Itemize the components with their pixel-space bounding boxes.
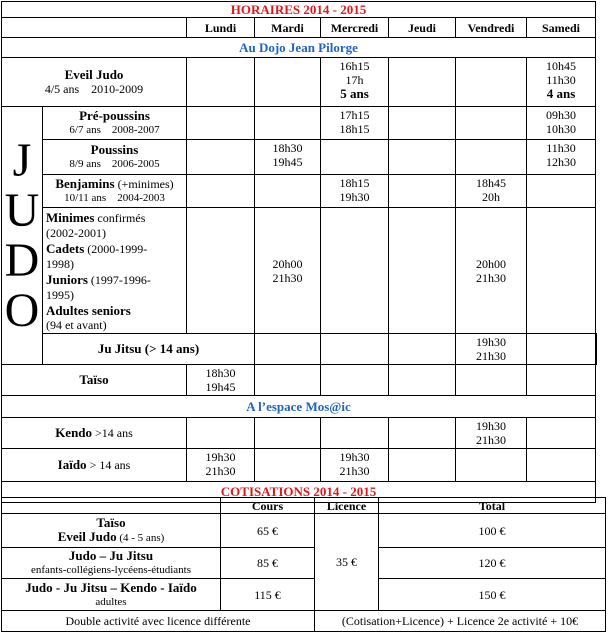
seniors-name: Adultes seniors	[46, 303, 131, 318]
cadets-name: Cadets	[46, 241, 85, 256]
cotis-corner	[2, 498, 221, 514]
cotis-price-2: 85 €	[221, 548, 315, 579]
row-eveil-label	[2, 58, 187, 107]
cotisations-title: COTISATIONS 2014 - 2015	[2, 482, 596, 503]
header-samedi: Samedi	[527, 18, 596, 38]
time: 10h45	[546, 59, 576, 73]
time: 17h	[345, 73, 364, 87]
taiso-mardi	[255, 365, 321, 396]
juniors-name: Juniors	[46, 272, 88, 287]
iaido-name: Iaïdo	[57, 457, 87, 472]
benjamins-mardi	[255, 175, 321, 208]
poussins-name: Poussins	[90, 142, 139, 157]
cotis-double-total: (Cotisation+Licence) + Licence 2e activité + 10€	[315, 611, 606, 632]
benjamins-mercredi	[321, 175, 389, 208]
time: 21h30	[272, 270, 303, 285]
cotis-total-3: 150 €	[379, 579, 606, 611]
iaido-vendredi	[456, 449, 527, 482]
section-mosaic: A l’espace Mos@ic	[2, 396, 596, 418]
row-iaido-label	[2, 449, 187, 482]
time: 11h30	[546, 73, 576, 87]
time: 21h30	[476, 349, 506, 363]
time: 21h30	[339, 464, 370, 478]
row-poussins-label	[43, 140, 187, 175]
time: 11h30	[546, 141, 576, 155]
prepoussins-years: 2008-2007	[111, 124, 160, 136]
prepoussins-vendredi	[456, 107, 527, 140]
poussins-jeudi	[389, 140, 456, 175]
adults-lundi	[187, 208, 255, 334]
row-taiso-label: Taïso	[2, 365, 187, 396]
cotis-price-3: 115 €	[221, 579, 315, 611]
iaido-jeudi	[389, 449, 456, 482]
benjamins-vendredi	[456, 175, 527, 208]
time: 19h30	[339, 190, 370, 204]
iaido-cond: > 14 ans	[86, 458, 131, 472]
cotis-row-all	[2, 579, 221, 611]
cotis-licence: 35 €	[315, 514, 379, 611]
kendo-mercredi	[321, 418, 389, 449]
jujitsu-lundi	[255, 334, 321, 365]
cotis-eveil: Eveil Judo	[57, 529, 117, 544]
benjamins-samedi	[527, 175, 596, 208]
time: 20h	[482, 190, 500, 204]
poussins-mardi	[255, 140, 321, 175]
eveil-samedi	[527, 58, 596, 107]
prepoussins-jeudi	[389, 107, 456, 140]
cotis-row-taiso-eveil	[2, 514, 221, 548]
time: 18h15	[339, 122, 370, 136]
time: 18h30	[272, 141, 303, 155]
poussins-vendredi	[456, 140, 527, 175]
minimes-name: Minimes	[46, 210, 95, 225]
cotis-total-2: 120 €	[379, 548, 606, 579]
time: 19h30	[476, 419, 506, 433]
row-benjamins-label	[43, 175, 187, 208]
eveil-lundi	[187, 58, 255, 107]
kendo-vendredi	[456, 418, 527, 449]
row-adults-label	[43, 208, 187, 334]
prepoussins-mardi	[255, 107, 321, 140]
time: 21h30	[476, 433, 506, 447]
schedule-table	[1, 1, 597, 503]
adults-mardi	[255, 208, 321, 334]
schedule-title: HORAIRES 2014 - 2015	[2, 2, 596, 18]
jujitsu-mercredi	[389, 334, 456, 365]
row-prepoussins-label	[43, 107, 187, 140]
benjamins-age: 10/11 ans	[64, 192, 107, 204]
jujitsu-vendredi	[527, 334, 596, 365]
time: 19h30	[339, 450, 370, 464]
cotis-header-total: Total	[379, 498, 606, 514]
prepoussins-age: 6/7 ans	[69, 124, 101, 136]
row-jujitsu-label: Ju Jitsu (> 14 ans)	[43, 334, 255, 365]
kendo-cond: >14 ans	[92, 426, 133, 440]
letter: U	[4, 183, 40, 237]
time: 16h15	[339, 59, 370, 73]
time: 09h30	[546, 108, 576, 122]
poussins-samedi	[527, 140, 596, 175]
cotisations-table	[1, 497, 606, 632]
cadets-years: (2000-1999-	[84, 242, 148, 256]
eveil-jeudi	[389, 58, 456, 107]
time: 10h30	[546, 122, 576, 136]
header-lundi: Lundi	[187, 18, 255, 38]
time: 19h30	[205, 450, 236, 464]
eveil-mercredi	[321, 58, 389, 107]
cotis-jj: Judo – Ju Jitsu	[68, 548, 154, 563]
iaido-mardi	[255, 449, 321, 482]
time: 17h15	[339, 108, 370, 122]
time: 20h00	[272, 256, 303, 271]
time: 12h30	[546, 155, 576, 169]
poussins-years: 2006-2005	[111, 158, 160, 170]
taiso-jeudi	[389, 365, 456, 396]
taiso-samedi	[527, 365, 596, 396]
cotis-row-judo-jujitsu	[2, 548, 221, 579]
benjamins-lundi	[187, 175, 255, 208]
header-mardi: Mardi	[255, 18, 321, 38]
poussins-age: 8/9 ans	[69, 158, 101, 170]
letter: J	[12, 133, 32, 187]
minimes-years: (2002-2001)	[46, 226, 106, 240]
jujitsu-samedi	[596, 334, 597, 365]
prepoussins-samedi	[527, 107, 596, 140]
eveil-age: 4/5 ans	[44, 82, 80, 96]
cotis-price-1: 65 €	[221, 514, 315, 548]
cadets-years-cont: 1998)	[46, 257, 74, 271]
judo-vertical-label	[2, 107, 43, 365]
eveil-mardi	[255, 58, 321, 107]
letter: O	[4, 283, 40, 337]
iaido-lundi	[187, 449, 255, 482]
juniors-years: (1997-1996-	[87, 273, 151, 287]
seniors-years: (94 et avant)	[46, 318, 107, 332]
minimes-note: confirmés	[94, 211, 146, 225]
iaido-samedi	[527, 449, 596, 482]
adults-samedi	[527, 208, 596, 334]
benjamins-years: 2004-2003	[117, 192, 165, 204]
jujitsu-jeudi	[456, 334, 527, 365]
benjamins-extra: (+minimes)	[117, 177, 174, 191]
taiso-vendredi	[456, 365, 527, 396]
prepoussins-mercredi	[321, 107, 389, 140]
time: 18h15	[339, 176, 370, 190]
section-dojo: Au Dojo Jean Pilorge	[2, 38, 596, 58]
time: 18h45	[476, 176, 506, 190]
cotis-total-1: 100 €	[379, 514, 606, 548]
taiso-mercredi	[321, 365, 389, 396]
cotis-eveil-age: (4 - 5 ans)	[116, 532, 165, 544]
age-note: 5 ans	[340, 86, 369, 101]
jujitsu-mardi	[321, 334, 389, 365]
taiso-lundi	[187, 365, 255, 396]
cotis-all-sub: adultes	[95, 595, 127, 608]
eveil-years: 2010-2009	[91, 82, 144, 96]
time: 20h00	[476, 256, 506, 271]
prepoussins-lundi	[187, 107, 255, 140]
time: 19h45	[272, 155, 303, 169]
cotis-jj-sub: enfants-collégiens-lycéens-étudiants	[30, 564, 192, 576]
letter: D	[4, 233, 40, 287]
header-jeudi: Jeudi	[389, 18, 456, 38]
cotis-header-licence: Licence	[315, 498, 379, 514]
time: 18h30	[205, 366, 236, 380]
header-vendredi: Vendredi	[456, 18, 527, 38]
cotis-double-label: Double activité avec licence différente	[2, 611, 315, 632]
poussins-lundi	[187, 140, 255, 175]
kendo-lundi	[187, 418, 255, 449]
header-corner	[2, 18, 187, 38]
cotis-header-cours: Cours	[221, 498, 315, 514]
juniors-years-cont: 1995)	[46, 288, 74, 302]
header-mercredi: Mercredi	[321, 18, 389, 38]
adults-jeudi	[389, 208, 456, 334]
cotis-taiso: Taïso	[96, 515, 126, 530]
time: 21h30	[205, 464, 236, 478]
row-kendo-label	[2, 418, 187, 449]
eveil-name: Eveil Judo	[64, 67, 124, 82]
time: 19h45	[205, 380, 236, 394]
adults-mercredi	[321, 208, 389, 334]
kendo-name: Kendo	[55, 425, 93, 440]
poussins-mercredi	[321, 140, 389, 175]
eveil-vendredi	[456, 58, 527, 107]
benjamins-name: Benjamins	[55, 176, 115, 191]
time: 21h30	[476, 270, 506, 285]
benjamins-jeudi	[389, 175, 456, 208]
kendo-mardi	[255, 418, 321, 449]
age-note: 4 ans	[546, 86, 576, 101]
iaido-mercredi	[321, 449, 389, 482]
kendo-samedi	[527, 418, 596, 449]
adults-vendredi	[456, 208, 527, 334]
kendo-jeudi	[389, 418, 456, 449]
time: 19h30	[476, 335, 506, 349]
cotis-all: Judo - Ju Jitsu – Kendo - Iaïdo	[25, 579, 197, 595]
prepoussins-name: Pré-poussins	[79, 108, 150, 123]
